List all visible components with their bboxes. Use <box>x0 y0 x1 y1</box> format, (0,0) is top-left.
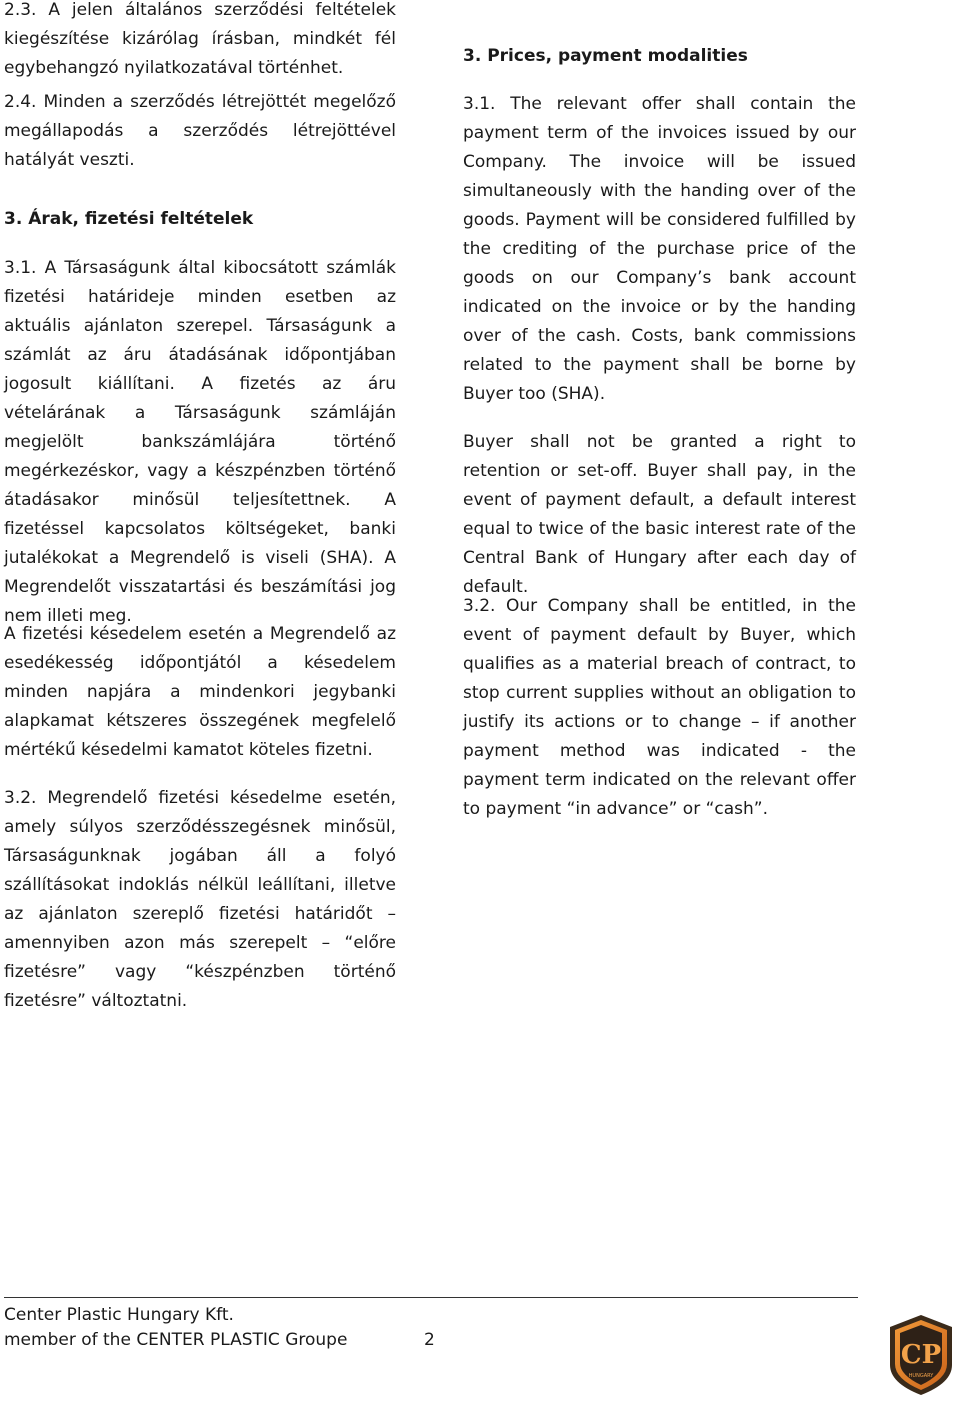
paragraph-3-1: 3.1. A Társaságunk által kibocsátott számlák fizetési határideje minden esetben az aktuális ajánlaton szerepel. Társaságunk a számlát az áru átadásának időpontjában jogosult kiállítani. A fizetés az áru vételárának a Társaságunk számláján megjelölt bankszámlájára történő megérkezéskor, vagy a készpénzben történő átadásakor minősül teljesítettnek. A fizetéssel kapcsolatos költségeket, banki jutalékokat a Megrendelő is viseli (SHA). A Megrendelőt visszatartási és beszámítási jog nem illeti meg. <box>4 258 396 626</box>
paragraph-2-3: 2.3. A jelen általános szerződési feltételek kiegészítése kizárólag írásban, mindkét fél egybehangzó nyilatkozatával történhet. <box>4 0 396 78</box>
company-logo <box>886 1313 956 1397</box>
footer-company-name: Center Plastic Hungary Kft. <box>4 1305 234 1325</box>
page-number: 2 <box>424 1330 435 1350</box>
cp-badge-icon <box>886 1313 956 1397</box>
logo-subtext: HUNGARY <box>908 1373 934 1379</box>
section-heading-prices-hu: 3. Árak, fizetési feltételek <box>4 209 254 229</box>
paragraph-3-2: 3.2. Megrendelő fizetési késedelme esetén, amely súlyos szerződésszegésnek minősül, Társaságunknak jogában áll a folyó szállításokat indoklás nélkül leállítani, illetve az ajánlaton szereplő fizetési határidőt – amennyiben azon más szerepelt – “előre fizetésre” vagy “készpénzben történő fizetésre” változtatni. <box>4 788 396 1011</box>
paragraph-3-1-en: 3.1. The relevant offer shall contain the payment term of the invoices issued by our Company. The invoice will be issued simultaneously with the handing over of the goods. Payment will be considered fulfilled by the crediting of the purchase price of the goods on our Company’s bank account indicated on the invoice or by the handing over of the cash. Costs, bank commissions related to the payment shall be borne by Buyer too (SHA). <box>463 94 856 404</box>
logo-monogram: CP <box>900 1340 942 1370</box>
paragraph-3-2-en: 3.2. Our Company shall be entitled, in the event of payment default by Buyer, which qualifies as a material breach of contract, to stop current supplies without an obligation to justify its actions or to change – if another payment method was indicated - the payment term indicated on the relevant offer to payment “in advance” or “cash”. <box>463 596 856 819</box>
section-heading-prices-en: 3. Prices, payment modalities <box>463 46 748 66</box>
paragraph-2-4: 2.4. Minden a szerződés létrejöttét megelőző megállapodás a szerződés létrejöttével hatályát veszti. <box>4 92 396 170</box>
paragraph-default-interest: A fizetési késedelem esetén a Megrendelő az esedékesség időpontjától a késedelem minden napjára a mindenkori jegybanki alapkamat kétszeres összegének megfelelő mértékű késedelmi kamatot köteles fizetni. <box>4 624 396 760</box>
paragraph-retention-en: Buyer shall not be granted a right to retention or set-off. Buyer shall pay, in the event of payment default, a default interest equal to twice of the basic interest rate of the Central Bank of Hungary after each day of default. <box>463 432 856 597</box>
footer-group-membership: member of the CENTER PLASTIC Groupe <box>4 1330 348 1350</box>
page-footer <box>4 1297 858 1350</box>
